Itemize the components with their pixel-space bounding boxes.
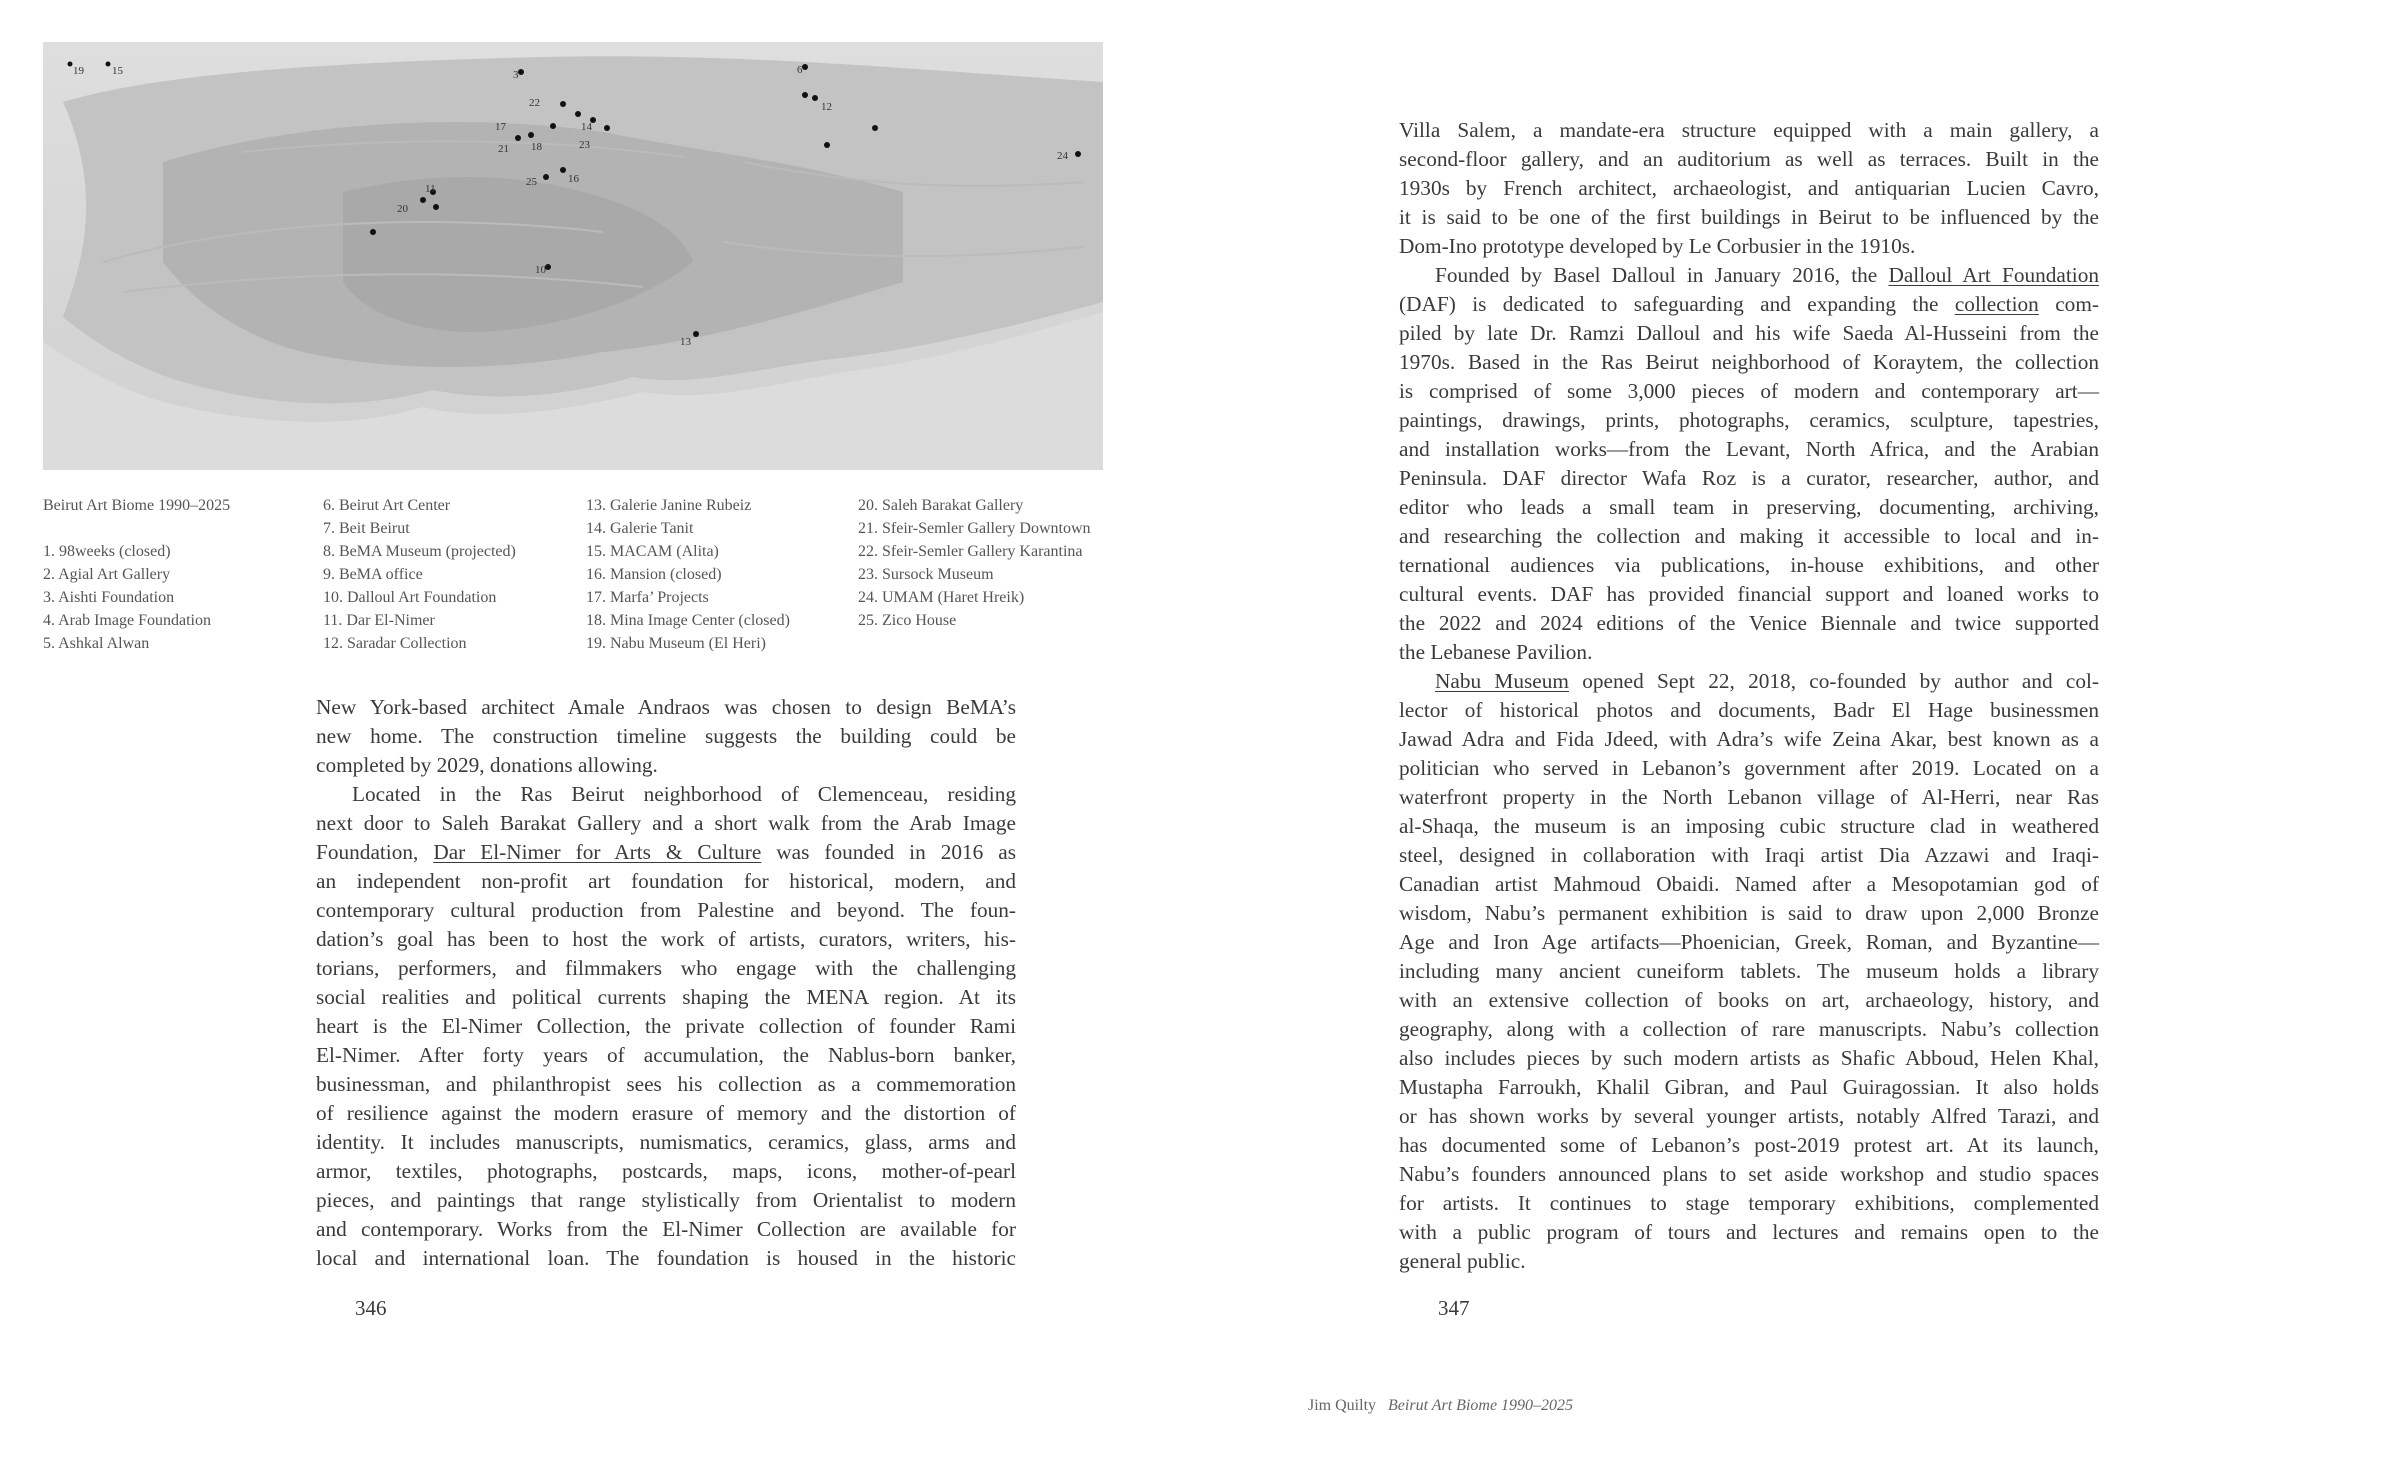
text-line: wisdom, Nabu’s permanent exhibition is said to draw upon 2,000 Bronze <box>1399 901 2099 925</box>
legend-column-1 <box>43 494 230 655</box>
text-span: com- <box>2038 292 2099 316</box>
text-line: local and international loan. The foundation is housed in the historic <box>316 1246 1016 1270</box>
text-line: El-Nimer. After forty years of accumulation, the Nablus-born banker, <box>316 1043 1016 1067</box>
legend-item: 16. Mansion (closed) <box>586 566 722 583</box>
text-span: was founded in 2016 as <box>761 840 1016 864</box>
text-line: Located in the Ras Beirut neighborhood of Clemenceau, residing <box>352 782 1016 806</box>
paragraph <box>316 780 1016 1273</box>
text-line: next door to Saleh Barakat Gallery and a short walk from the Arab Image <box>316 811 1016 835</box>
svg-text:18: 18 <box>531 141 542 153</box>
text-line: completed by 2029, donations allowing. <box>316 753 658 777</box>
text-line: heart is the El-Nimer Collection, the private collection of founder Rami <box>316 1014 1016 1038</box>
legend-item: 25. Zico House <box>858 612 957 629</box>
text-line: Canadian artist Mahmoud Obaidi. Named after a Mesopotamian god of <box>1399 872 2099 896</box>
svg-text:22: 22 <box>529 97 540 109</box>
text-span: (DAF) is dedicated to safeguarding and expanding the <box>1399 292 1955 316</box>
text-line: waterfront property in the North Lebanon village of Al-Herri, near Ras <box>1399 785 2099 809</box>
text-span: Foundation, <box>316 840 434 864</box>
footer-author: Jim Quilty <box>1308 1397 1377 1414</box>
text-line: paintings, drawings, prints, photographs, ceramics, sculpture, tapestries, <box>1399 408 2099 432</box>
legend-item: 3. Aishti Foundation <box>43 589 175 606</box>
running-footer <box>1308 1397 1573 1415</box>
collection-link[interactable]: collection <box>1954 292 2039 316</box>
text-line: Mustapha Farroukh, Khalil Gibran, and Paul Guiragossian. It also holds <box>1399 1075 2099 1099</box>
svg-text:19: 19 <box>73 65 84 77</box>
legend-item: 15. MACAM (Alita) <box>586 543 719 560</box>
legend-item: 8. BeMA Museum (projected) <box>323 543 516 560</box>
text-line: 1970s. Based in the Ras Beirut neighborhood of Koraytem, the collection <box>1399 350 2099 374</box>
legend-item: 11. Dar El-Nimer <box>323 612 435 629</box>
legend-item: 7. Beit Beirut <box>323 520 410 537</box>
svg-text:21: 21 <box>498 143 509 155</box>
right-page-text <box>1399 116 2099 1276</box>
text-line: second-floor gallery, and an auditorium as well as terraces. Built in the <box>1399 147 2099 171</box>
text-line: geography, along with a collection of rare manuscripts. Nabu’s collection <box>1399 1017 2099 1041</box>
left-page-text <box>316 693 1016 1273</box>
text-line: and contemporary. Works from the El-Nimer Collection are available for <box>316 1217 1016 1241</box>
text-line: Age and Iron Age artifacts—Phoenician, Greek, Roman, and Byzantine— <box>1399 930 2099 954</box>
map-graphic <box>43 42 1103 470</box>
text-line <box>1399 667 2099 696</box>
text-line: with an extensive collection of books on art, archaeology, history, and <box>1399 988 2099 1012</box>
paragraph <box>1399 116 2099 261</box>
text-line: torians, performers, and filmmakers who engage with the challenging <box>316 956 1016 980</box>
dalloul-art-foundation-link[interactable]: Dalloul Art Foundation <box>1888 263 2100 287</box>
legend-item: 4. Arab Image Foundation <box>43 612 211 629</box>
text-line: Jawad Adra and Fida Jdeed, with Adra’s wife Zeina Akar, best known as a <box>1399 727 2099 751</box>
text-line: contemporary cultural production from Palestine and beyond. The foun- <box>316 898 1016 922</box>
legend-item: 22. Sfeir-Semler Gallery Karantina <box>858 543 1083 560</box>
paragraph <box>1399 667 2099 1276</box>
page-number-right: 347 <box>1438 1296 1470 1320</box>
text-span: opened Sept 22, 2018, co-founded by author and col- <box>1568 669 2099 693</box>
text-line: new home. The construction timeline suggests the building could be <box>316 724 1016 748</box>
paragraph <box>316 693 1016 780</box>
legend-item: 17. Marfa’ Projects <box>586 589 709 606</box>
text-line: armor, textiles, photographs, postcards, maps, icons, mother-of-pearl <box>316 1159 1016 1183</box>
legend-item: 20. Saleh Barakat Gallery <box>858 497 1024 514</box>
legend-item: 14. Galerie Tanit <box>586 520 694 537</box>
text-line: politician who served in Lebanon’s government after 2019. Located on a <box>1399 756 2099 780</box>
text-line: for artists. It continues to stage temporary exhibitions, complemented <box>1399 1191 2099 1215</box>
text-line: Nabu’s founders announced plans to set aside workshop and studio spaces <box>1399 1162 2099 1186</box>
nabu-museum-link[interactable]: Nabu Museum <box>1435 669 1569 693</box>
city-aerial-map <box>43 42 1103 470</box>
text-line: Villa Salem, a mandate-era structure equipped with a main gallery, a <box>1399 118 2099 142</box>
text-line: also includes pieces by such modern artists as Shafic Abboud, Helen Khal, <box>1399 1046 2099 1070</box>
legend-item: 13. Galerie Janine Rubeiz <box>586 497 752 514</box>
legend-item: 12. Saradar Collection <box>323 635 467 652</box>
paragraph <box>1399 261 2099 667</box>
text-line: the Lebanese Pavilion. <box>1399 640 1593 664</box>
text-line: al-Shaqa, the museum is an imposing cubic structure clad in weathered <box>1399 814 2099 838</box>
text-line: 1930s by French architect, archaeologist, and antiquarian Lucien Cavro, <box>1399 176 2099 200</box>
text-line: pieces, and paintings that range stylistically from Orientalist to modern <box>316 1188 1016 1212</box>
legend-title: Beirut Art Biome 1990–2025 <box>43 497 231 514</box>
text-line: editor who leads a small team in preserving, documenting, archiving, <box>1399 495 2099 519</box>
text-line: and researching the collection and making it accessible to local and in- <box>1399 524 2099 548</box>
legend-column-2 <box>323 494 516 655</box>
svg-text:16: 16 <box>568 173 579 185</box>
legend-item: 9. BeMA office <box>323 566 423 583</box>
legend-item: 23. Sursock Museum <box>858 566 994 583</box>
text-line: identity. It includes manuscripts, numismatics, ceramics, glass, arms and <box>316 1130 1016 1154</box>
legend-item: 6. Beirut Art Center <box>323 497 451 514</box>
text-line: steel, designed in collaboration with Iraqi artist Dia Azzawi and Iraqi- <box>1399 843 2099 867</box>
text-line: and installation works—from the Levant, North Africa, and the Arabian <box>1399 437 2099 461</box>
legend-column-3 <box>586 494 790 655</box>
legend-item: 2. Agial Art Gallery <box>43 566 171 583</box>
text-line: lector of historical photos and documents, Badr El Hage businessmen <box>1399 698 2099 722</box>
text-line: general public. <box>1399 1249 1526 1273</box>
text-span: Founded by Basel Dalloul in January 2016, the <box>1435 263 1889 287</box>
legend-item: 10. Dalloul Art Foundation <box>323 589 497 606</box>
legend-column-4 <box>858 494 1091 632</box>
svg-text:25: 25 <box>526 176 537 188</box>
svg-text:3: 3 <box>513 69 519 81</box>
svg-text:20: 20 <box>397 203 408 215</box>
page-number-left: 346 <box>355 1296 387 1320</box>
text-line: Dom-Ino prototype developed by Le Corbusier in the 1910s. <box>1399 234 1916 258</box>
text-line: it is said to be one of the first buildings in Beirut to be influenced by the <box>1399 205 2099 229</box>
svg-text:11: 11 <box>425 183 436 195</box>
text-line: the 2022 and 2024 editions of the Venice Biennale and twice supported <box>1399 611 2099 635</box>
svg-text:15: 15 <box>112 65 123 77</box>
text-line: piled by late Dr. Ramzi Dalloul and his wife Saeda Al-Husseini from the <box>1399 321 2099 345</box>
svg-text:17: 17 <box>495 121 506 133</box>
text-line: including many ancient cuneiform tablets. The museum holds a library <box>1399 959 2099 983</box>
text-line: is comprised of some 3,000 pieces of modern and contemporary art— <box>1399 379 2099 403</box>
text-line: New York-based architect Amale Andraos was chosen to design BeMA’s <box>316 695 1016 719</box>
text-line: of resilience against the modern erasure of memory and the distortion of <box>316 1101 1016 1125</box>
text-line: with a public program of tours and lectures and remains open to the <box>1399 1220 2099 1244</box>
svg-text:13: 13 <box>680 336 691 348</box>
svg-text:12: 12 <box>821 101 832 113</box>
text-line <box>1399 261 2099 290</box>
text-line: dation’s goal has been to host the work of artists, curators, writers, his- <box>316 927 1016 951</box>
text-line: has documented some of Lebanon’s post-2019 protest art. At its launch, <box>1399 1133 2099 1157</box>
text-line: Peninsula. DAF director Wafa Roz is a curator, researcher, author, and <box>1399 466 2099 490</box>
svg-text:23: 23 <box>579 139 590 151</box>
text-line: or has shown works by several younger artists, notably Alfred Tarazi, and <box>1399 1104 2099 1128</box>
svg-text:10: 10 <box>535 264 546 276</box>
text-line <box>1399 290 2099 319</box>
legend-item: 5. Ashkal Alwan <box>43 635 150 652</box>
svg-text:24: 24 <box>1057 150 1068 162</box>
text-line: businessman, and philanthropist sees his collection as a commemoration <box>316 1072 1016 1096</box>
legend-item: 21. Sfeir-Semler Gallery Downtown <box>858 520 1091 537</box>
legend-item: 19. Nabu Museum (El Heri) <box>586 635 766 652</box>
text-line: ternational audiences via publications, in-house exhibitions, and other <box>1399 553 2099 577</box>
text-line: an independent non-profit art foundation for historical, modern, and <box>316 869 1016 893</box>
legend-item: 24. UMAM (Haret Hreik) <box>858 589 1025 606</box>
text-line: social realities and political currents shaping the MENA region. At its <box>316 985 1016 1009</box>
legend-item: 18. Mina Image Center (closed) <box>586 612 790 629</box>
text-line: cultural events. DAF has provided financial support and loaned works to <box>1399 582 2099 606</box>
svg-text:14: 14 <box>581 121 592 133</box>
svg-text:6: 6 <box>797 64 803 76</box>
text-line <box>316 838 1016 867</box>
legend-item: 1. 98weeks (closed) <box>43 543 171 560</box>
dar-el-nimer-link[interactable]: Dar El-Nimer for Arts & Culture <box>433 840 762 864</box>
footer-book-title: Beirut Art Biome 1990–2025 <box>1388 1397 1574 1414</box>
